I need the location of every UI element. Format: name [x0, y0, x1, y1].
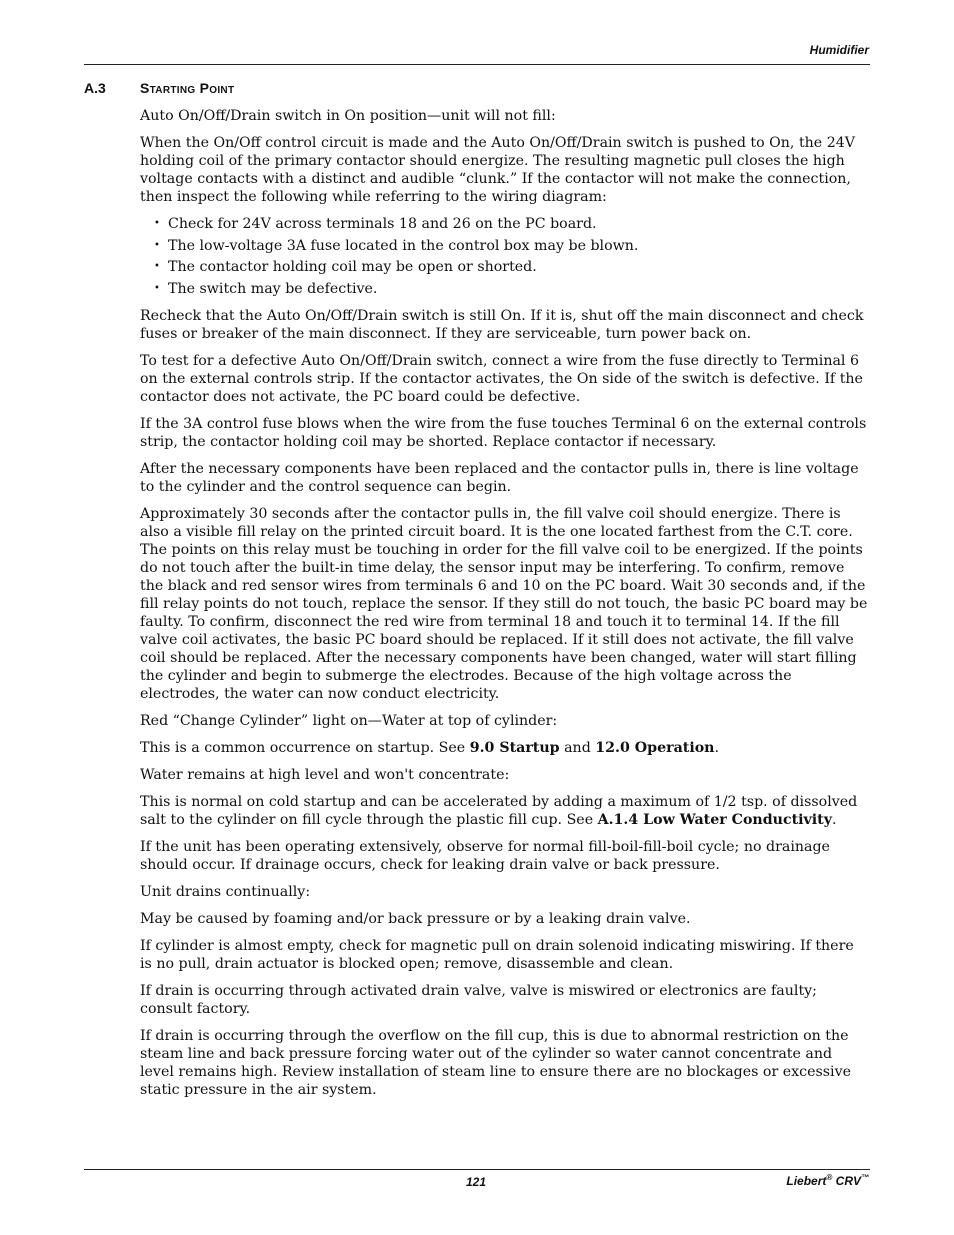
- list-item: • The switch may be defective.: [140, 280, 870, 298]
- paragraph: This is normal on cold startup and can be accelerated by adding a maximum of 1/2 tsp. of dissolved salt to the cylinder on fill cycle through the plastic fill cup. See A.1.4 Low Water Conductivity.: [140, 793, 858, 828]
- paragraph: Approximately 30 seconds after the contactor pulls in, the fill valve coil should energize. There is also a visible fill relay on the printed circuit board. It is the one located farthest from the C.T. core. The points on this relay must be touching in order for the fill valve coil to be energized. If the points do not touch after the built-in time delay, the sensor input may be interfering. To confirm, remove the black and red sensor wires from terminals 6 and 10 on the PC board. Wait 30 seconds and, if the fill relay points do not touch, replace the sensor. If they still do not touch, the basic PC board may be faulty. To confirm, disconnect the red wire from terminal 18 and touch it to terminal 14. If the fill valve coil activates, the basic PC board should be replaced. If it still does not activate, the fill valve coil should be replaced. After the necessary components have been changed, water will start filling the cylinder and begin to submerge the electrodes. Because of the high voltage across the electrodes, the water can now conduct electricity.: [140, 505, 868, 702]
- section-heading: [84, 80, 234, 96]
- paragraph: Recheck that the Auto On/Off/Drain switch is still On. If it is, shut off the main disconnect and check fuses or breaker of the main disconnect. If they are serviceable, turn power back on.: [140, 307, 864, 342]
- paragraph: To test for a defective Auto On/Off/Drain switch, connect a wire from the fuse directly to Terminal 6 on the external controls strip. If the contactor activates, the On side of the switch is defective. If the contactor does not activate, the PC board could be defective.: [140, 352, 863, 405]
- paragraph: If the unit has been operating extensively, observe for normal fill-boil-fill-boil cycle; no drainage should occur. If drainage occurs, check for leaking drain valve or back pressure.: [140, 838, 830, 873]
- header-rule: [84, 64, 870, 65]
- page-number: 121: [466, 1175, 487, 1189]
- paragraph: May be caused by foaming and/or back pressure or by a leaking drain valve.: [140, 910, 691, 927]
- section-number: A.3: [84, 80, 106, 96]
- body-text: [140, 107, 870, 1108]
- list-item: • Check for 24V across terminals 18 and 26 on the PC board.: [140, 215, 870, 233]
- section-title: Starting Point: [140, 80, 235, 96]
- paragraph: When the On/Off control circuit is made and the Auto On/Off/Drain switch is pushed to On, the 24V holding coil of the primary contactor should energize. The resulting magnetic pull closes the high voltage contacts with a distinct and audible “clunk.” If the contactor will not make the connection, then inspect the following while referring to the wiring diagram:: [140, 135, 856, 205]
- paragraph: If cylinder is almost empty, check for magnetic pull on drain solenoid indicating miswiring. If there is no pull, drain actuator is blocked open; remove, disassemble and clean.: [140, 937, 854, 972]
- paragraph: After the necessary components have been replaced and the contactor pulls in, there is line voltage to the cylinder and the control sequence can begin.: [140, 460, 859, 495]
- paragraph: If drain is occurring through activated drain valve, valve is miswired or electronics are faulty; consult factory.: [140, 982, 817, 1017]
- paragraph: This is a common occurrence on startup. See 9.0 Startup and 12.0 Operation.: [140, 739, 719, 756]
- paragraph: Unit drains continually:: [140, 883, 311, 900]
- paragraph: Auto On/Off/Drain switch in On position—unit will not fill:: [140, 108, 556, 124]
- cross-reference-link[interactable]: A.1.4 Low Water Conductivity: [597, 811, 832, 828]
- list-item: • The low-voltage 3A fuse located in the control box may be blown.: [140, 237, 870, 255]
- running-header: Humidifier: [809, 43, 869, 57]
- paragraph: If the 3A control fuse blows when the wire from the fuse touches Terminal 6 on the external controls strip, the contactor holding coil may be shorted. Replace contactor if necessary.: [140, 415, 867, 450]
- cross-reference-link[interactable]: 9.0 Startup: [469, 739, 560, 756]
- paragraph: If drain is occurring through the overflow on the fill cup, this is due to abnormal restriction on the steam line and back pressure forcing water out of the cylinder so water cannot concentrate and level remains high. Review installation of steam line to ensure there are no blockages or excessive static pressure in the air system.: [140, 1027, 852, 1098]
- product-name: Liebert® CRV™: [786, 1173, 869, 1188]
- list-item: • The contactor holding coil may be open or shorted.: [140, 258, 870, 276]
- paragraph: Water remains at high level and won't concentrate:: [140, 766, 510, 783]
- cross-reference-link[interactable]: 12.0 Operation: [595, 739, 715, 756]
- paragraph: Red “Change Cylinder” light on—Water at top of cylinder:: [140, 712, 558, 729]
- bullet-list: [140, 215, 870, 298]
- footer-rule: [84, 1169, 870, 1170]
